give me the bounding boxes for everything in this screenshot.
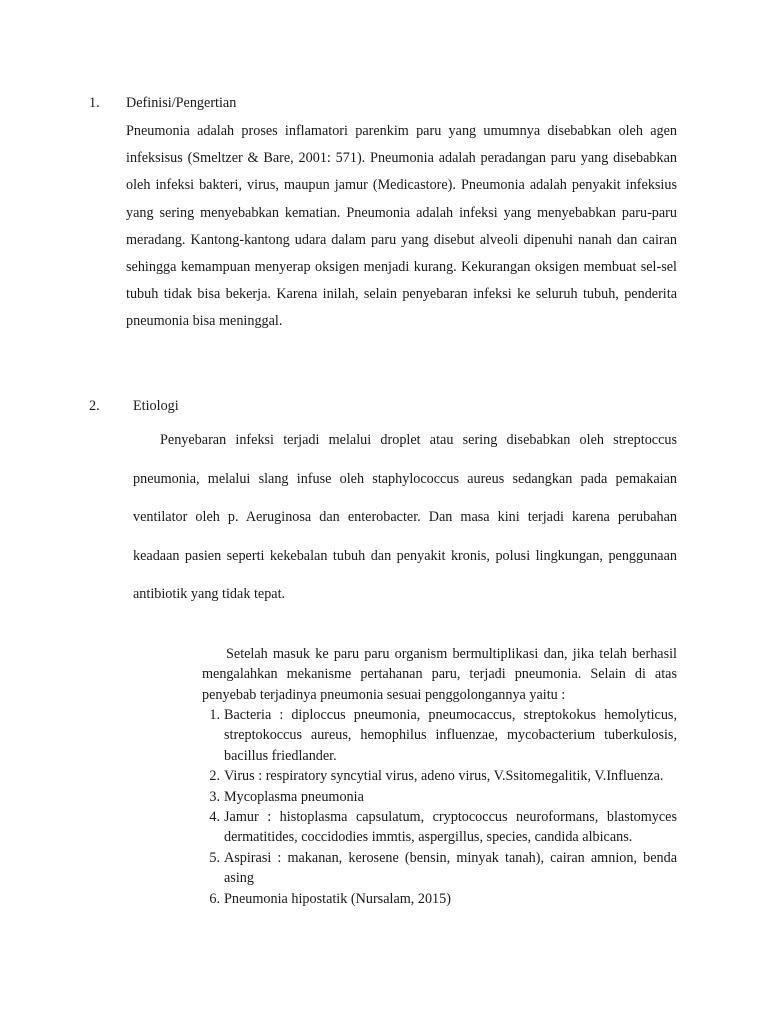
list-item-number: 3. [209,788,220,805]
list-item [202,807,677,848]
list-item-number: 6. [209,890,220,907]
list-item [202,766,677,786]
list-item-text: Mycoplasma pneumonia [224,788,364,805]
section-2-number: 2. [89,398,100,414]
section-2-heading: Etiologi [133,398,179,414]
list-item-number: 4. [209,809,220,826]
list-item-number: 2. [209,768,220,785]
list-item [202,787,677,807]
section-2-paragraph: Penyebaran infeksi terjadi melalui droplet atau sering disebabkan oleh streptoccus pneumonia, melalui slang infuse oleh staphylococcus aureus sedangkan pada pemakaian ventilator oleh p. Aeruginosa dan enterobacter. Dan masa kini terjadi karena perubahan keadaan pasien seperti kekebalan tubuh dan penyakit kronis, polusi lingkungan, penggunaan antibiotik yang tidak tepat. [133,432,677,602]
inner-paragraph: Setelah masuk ke paru paru organism bermultiplikasi dan, jika telah berhasil mengalahkan mekanisme pertahanan paru, terjadi pneumonia. Selain di atas penyebab terjadinya pneumonia sesuai penggolongannya yaitu : [202,646,677,703]
section-1-paragraph: Pneumonia adalah proses inflamatori parenkim paru yang umumnya disebabkan oleh agen infeksisus (Smeltzer & Bare, 2001: 571). Pneumonia adalah peradangan paru yang disebabkan oleh infeksi bakteri, virus, maupun jamur (Medicastore). Pneumonia adalah penyakit infeksius yang sering menyebabkan kematian. Pneumonia adalah infeksi yang menyebabkan paru-paru meradang. Kantong-kantong udara dalam paru yang disebut alveoli dipenuhi nanah dan cairan sehingga kemampuan menyerap oksigen menjadi kurang. Kekurangan oksigen membuat sel-sel tubuh tidak bisa bekerja. Karena inilah, selain penyebaran infeksi ke seluruh tubuh, penderita pneumonia bisa meninggal. [126,123,677,330]
list-item-text: Bacteria : diploccus pneumonia, pneumocaccus, streptokokus hemolyticus, streptokoccus aureus, hemophilus influenzae, mycobacterium tuberkulosis, bacillus friedlander. [224,707,677,764]
list-item-text: Virus : respiratory syncytial virus, adeno virus, V.Ssitomegalitik, V.Influenza. [224,768,664,785]
list-item [202,705,677,766]
list-item-text: Aspirasi : makanan, kerosene (bensin, minyak tanah), cairan amnion, benda asing [224,849,677,887]
list-item [202,889,677,909]
list-item-number: 1. [209,707,220,723]
list-item [202,848,677,889]
list-item-text: Jamur : histoplasma capsulatum, cryptococcus neuroformans, blastomyces dermatitides, coccidodies immtis, aspergillus, species, candida albicans. [224,809,677,846]
list-item-text: Pneumonia hipostatik (Nursalam, 2015) [224,890,451,907]
list-item-number: 5. [209,849,220,866]
section-1-heading: Definisi/Pengertian [126,95,237,111]
section-1-number: 1. [89,95,100,111]
causes-list [202,705,677,909]
